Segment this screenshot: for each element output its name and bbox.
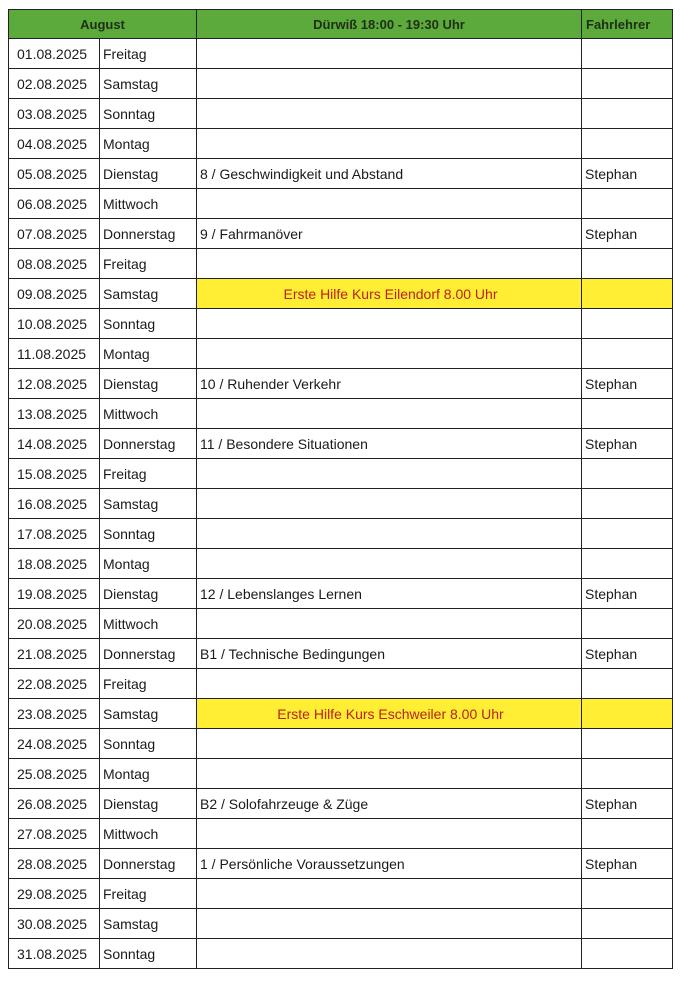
date-cell: 10.08.2025 (9, 309, 100, 339)
day-cell: Samstag (100, 489, 197, 519)
table-row (9, 189, 673, 219)
day-cell: Freitag (100, 879, 197, 909)
date-cell: 01.08.2025 (9, 39, 100, 69)
day-cell: Dienstag (100, 789, 197, 819)
topic-cell (197, 339, 582, 369)
table-row (9, 939, 673, 969)
topic-cell (197, 99, 582, 129)
topic-cell (197, 549, 582, 579)
table-row (9, 759, 673, 789)
table-row (9, 339, 673, 369)
date-cell: 27.08.2025 (9, 819, 100, 849)
day-cell: Dienstag (100, 369, 197, 399)
topic-cell: 9 / Fahrmanöver (197, 219, 582, 249)
teacher-cell (582, 729, 673, 759)
teacher-cell: Stephan (582, 369, 673, 399)
date-cell: 30.08.2025 (9, 909, 100, 939)
topic-cell (197, 729, 582, 759)
day-cell: Sonntag (100, 309, 197, 339)
session-header: Dürwiß 18:00 - 19:30 Uhr (197, 10, 582, 39)
table-row (9, 429, 673, 459)
table-row (9, 519, 673, 549)
teacher-cell (582, 279, 673, 309)
table-row (9, 609, 673, 639)
topic-cell: B2 / Solofahrzeuge & Züge (197, 789, 582, 819)
day-cell: Donnerstag (100, 849, 197, 879)
topic-cell (197, 669, 582, 699)
topic-cell: 1 / Persönliche Voraussetzungen (197, 849, 582, 879)
date-cell: 22.08.2025 (9, 669, 100, 699)
date-cell: 31.08.2025 (9, 939, 100, 969)
day-cell: Montag (100, 339, 197, 369)
date-cell: 20.08.2025 (9, 609, 100, 639)
topic-cell (197, 39, 582, 69)
teacher-cell (582, 549, 673, 579)
header-row (9, 10, 673, 39)
table-row (9, 819, 673, 849)
teacher-cell: Stephan (582, 219, 673, 249)
topic-cell (197, 759, 582, 789)
day-cell: Sonntag (100, 99, 197, 129)
date-cell: 19.08.2025 (9, 579, 100, 609)
topic-cell (197, 249, 582, 279)
date-cell: 09.08.2025 (9, 279, 100, 309)
day-cell: Mittwoch (100, 609, 197, 639)
table-row-highlighted (9, 699, 673, 729)
table-row (9, 399, 673, 429)
table-row (9, 69, 673, 99)
topic-cell: 12 / Lebenslanges Lernen (197, 579, 582, 609)
table-row (9, 489, 673, 519)
date-cell: 25.08.2025 (9, 759, 100, 789)
date-cell: 06.08.2025 (9, 189, 100, 219)
schedule-sheet (8, 9, 672, 969)
date-cell: 04.08.2025 (9, 129, 100, 159)
day-cell: Sonntag (100, 519, 197, 549)
topic-cell (197, 909, 582, 939)
day-cell: Dienstag (100, 159, 197, 189)
table-row (9, 729, 673, 759)
day-cell: Sonntag (100, 939, 197, 969)
month-header: August (9, 10, 197, 39)
topic-cell: 8 / Geschwindigkeit und Abstand (197, 159, 582, 189)
day-cell: Montag (100, 759, 197, 789)
day-cell: Mittwoch (100, 819, 197, 849)
day-cell: Freitag (100, 459, 197, 489)
teacher-cell (582, 909, 673, 939)
table-row (9, 849, 673, 879)
topic-cell (197, 609, 582, 639)
date-cell: 14.08.2025 (9, 429, 100, 459)
day-cell: Dienstag (100, 579, 197, 609)
date-cell: 29.08.2025 (9, 879, 100, 909)
teacher-cell (582, 309, 673, 339)
day-cell: Sonntag (100, 729, 197, 759)
topic-cell (197, 189, 582, 219)
table-row (9, 579, 673, 609)
teacher-cell (582, 819, 673, 849)
table-row (9, 39, 673, 69)
topic-cell: 11 / Besondere Situationen (197, 429, 582, 459)
teacher-cell (582, 399, 673, 429)
schedule-table (8, 9, 673, 969)
day-cell: Donnerstag (100, 429, 197, 459)
teacher-cell (582, 189, 673, 219)
table-row (9, 639, 673, 669)
topic-cell (197, 489, 582, 519)
teacher-cell (582, 489, 673, 519)
teacher-cell: Stephan (582, 639, 673, 669)
table-row (9, 459, 673, 489)
day-cell: Samstag (100, 69, 197, 99)
date-cell: 16.08.2025 (9, 489, 100, 519)
topic-cell: 10 / Ruhender Verkehr (197, 369, 582, 399)
date-cell: 18.08.2025 (9, 549, 100, 579)
teacher-cell (582, 249, 673, 279)
date-cell: 23.08.2025 (9, 699, 100, 729)
teacher-cell (582, 459, 673, 489)
teacher-cell: Stephan (582, 579, 673, 609)
day-cell: Montag (100, 549, 197, 579)
date-cell: 05.08.2025 (9, 159, 100, 189)
teacher-cell: Stephan (582, 849, 673, 879)
date-cell: 07.08.2025 (9, 219, 100, 249)
table-row (9, 909, 673, 939)
day-cell: Montag (100, 129, 197, 159)
teacher-cell: Stephan (582, 789, 673, 819)
table-row (9, 669, 673, 699)
day-cell: Samstag (100, 279, 197, 309)
table-row (9, 129, 673, 159)
teacher-cell (582, 699, 673, 729)
date-cell: 17.08.2025 (9, 519, 100, 549)
teacher-cell (582, 519, 673, 549)
date-cell: 13.08.2025 (9, 399, 100, 429)
topic-cell (197, 309, 582, 339)
table-row (9, 789, 673, 819)
topic-cell: Erste Hilfe Kurs Eschweiler 8.00 Uhr (197, 699, 582, 729)
date-cell: 28.08.2025 (9, 849, 100, 879)
table-row (9, 219, 673, 249)
topic-cell (197, 939, 582, 969)
topic-cell (197, 129, 582, 159)
day-cell: Freitag (100, 249, 197, 279)
topic-cell: B1 / Technische Bedingungen (197, 639, 582, 669)
day-cell: Freitag (100, 39, 197, 69)
teacher-cell (582, 69, 673, 99)
date-cell: 03.08.2025 (9, 99, 100, 129)
day-cell: Freitag (100, 669, 197, 699)
topic-cell (197, 819, 582, 849)
teacher-cell (582, 609, 673, 639)
date-cell: 24.08.2025 (9, 729, 100, 759)
topic-cell (197, 459, 582, 489)
teacher-header: Fahrlehrer (582, 10, 673, 39)
teacher-cell (582, 939, 673, 969)
date-cell: 15.08.2025 (9, 459, 100, 489)
teacher-cell (582, 39, 673, 69)
date-cell: 08.08.2025 (9, 249, 100, 279)
day-cell: Donnerstag (100, 639, 197, 669)
schedule-body (9, 39, 673, 969)
day-cell: Samstag (100, 699, 197, 729)
topic-cell (197, 879, 582, 909)
teacher-cell (582, 759, 673, 789)
table-row (9, 879, 673, 909)
table-row (9, 249, 673, 279)
date-cell: 21.08.2025 (9, 639, 100, 669)
teacher-cell: Stephan (582, 159, 673, 189)
date-cell: 26.08.2025 (9, 789, 100, 819)
teacher-cell (582, 669, 673, 699)
table-row (9, 159, 673, 189)
date-cell: 12.08.2025 (9, 369, 100, 399)
teacher-cell (582, 339, 673, 369)
teacher-cell (582, 879, 673, 909)
topic-cell (197, 399, 582, 429)
table-row (9, 309, 673, 339)
teacher-cell (582, 99, 673, 129)
table-row (9, 369, 673, 399)
day-cell: Samstag (100, 909, 197, 939)
teacher-cell: Stephan (582, 429, 673, 459)
date-cell: 11.08.2025 (9, 339, 100, 369)
topic-cell: Erste Hilfe Kurs Eilendorf 8.00 Uhr (197, 279, 582, 309)
topic-cell (197, 69, 582, 99)
day-cell: Mittwoch (100, 189, 197, 219)
day-cell: Donnerstag (100, 219, 197, 249)
table-row-highlighted (9, 279, 673, 309)
table-row (9, 99, 673, 129)
teacher-cell (582, 129, 673, 159)
topic-cell (197, 519, 582, 549)
table-row (9, 549, 673, 579)
date-cell: 02.08.2025 (9, 69, 100, 99)
day-cell: Mittwoch (100, 399, 197, 429)
